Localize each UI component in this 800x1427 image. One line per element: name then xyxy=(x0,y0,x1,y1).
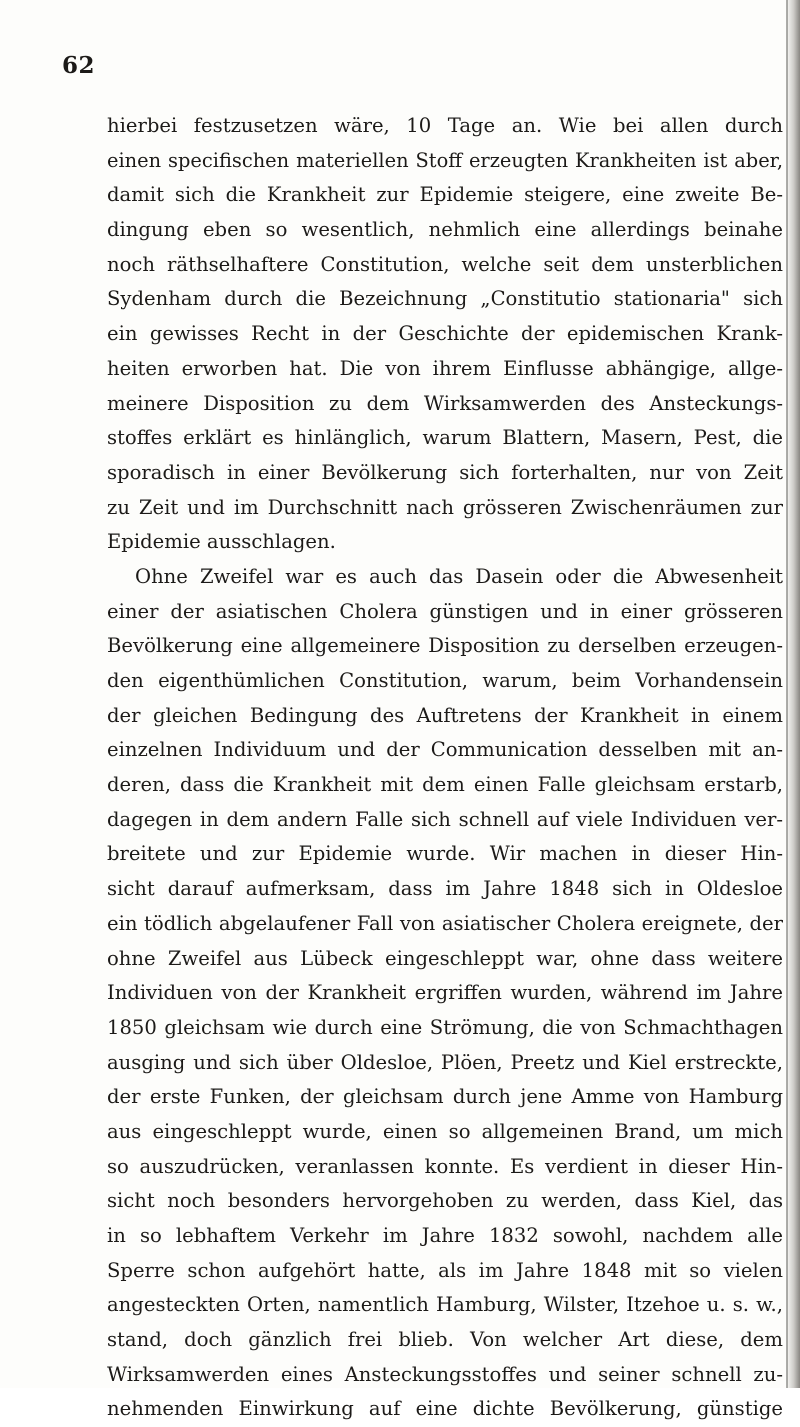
text-line: einzelnen Individuum und der Communication desselben mit an- xyxy=(107,738,783,762)
text-line: noch räthselhaftere Constitution, welche seit dem unsterblichen xyxy=(107,252,783,276)
text-line: aus eingeschleppt wurde, einen so allgemeinen Brand, um mich xyxy=(107,1119,783,1143)
text-line: zu Zeit und im Durchschnitt nach grösseren Zwischenräumen zur xyxy=(107,495,783,519)
text-line: ein gewisses Recht in der Geschichte der epidemischen Krank- xyxy=(107,322,783,346)
text-line: Individuen von der Krankheit ergriffen wurden, während im Jahre xyxy=(107,981,783,1005)
text-line: Sperre schon aufgehört hatte, als im Jahre 1848 mit so vielen xyxy=(107,1258,783,1282)
text-line: einer der asiatischen Cholera günstigen und in einer grösseren xyxy=(107,599,783,623)
text-line: in so lebhaftem Verkehr im Jahre 1832 sowohl, nachdem alle xyxy=(107,1224,783,1247)
text-line: dagegen in dem andern Falle sich schnell auf viele Individuen ver- xyxy=(107,807,783,831)
text-line: einen specifischen materiellen Stoff erzeugten Krankheiten ist aber, xyxy=(107,148,783,172)
page-edge-shadow xyxy=(786,0,800,1388)
text-line: heiten erworben hat. Die von ihrem Einflusse abhängige, allge- xyxy=(107,356,783,380)
text-line: den eigenthümlichen Constitution, warum, beim Vorhandensein xyxy=(107,669,783,692)
text-line: Wirksamwerden eines Ansteckungsstoffes und seiner schnell zu- xyxy=(107,1362,783,1386)
text-line: Sydenham durch die Bezeichnung „Constitutio stationaria" sich xyxy=(107,287,783,311)
text-line: Epidemie ausschlagen. xyxy=(107,530,336,554)
text-line: der gleichen Bedingung des Auftretens der Krankheit in einem xyxy=(107,703,783,727)
text-line: sicht noch besonders hervorgehoben zu werden, dass Kiel, das xyxy=(107,1189,783,1213)
text-line: nehmenden Einwirkung auf eine dichte Bevölkerung, günstige xyxy=(107,1397,783,1421)
text-line: sicht darauf aufmerksam, dass im Jahre 1848 sich in Oldesloe xyxy=(107,877,783,901)
text-line: stand, doch gänzlich frei blieb. Von welcher Art diese, dem xyxy=(107,1328,783,1352)
text-line: ein tödlich abgelaufener Fall von asiatischer Cholera ereignete, der xyxy=(107,911,783,935)
body-text xyxy=(107,109,783,1427)
text-line: angesteckten Orten, namentlich Hamburg, Wilster, Itzehoe u. s. w., xyxy=(107,1293,783,1317)
text-line: ausging und sich über Oldesloe, Plöen, Preetz und Kiel erstreckte, xyxy=(107,1050,783,1074)
text-line: meinere Disposition zu dem Wirksamwerden des Ansteckungs- xyxy=(107,391,783,415)
text-line: damit sich die Krankheit zur Epidemie steigere, eine zweite Be- xyxy=(107,183,783,207)
page-number: 62 xyxy=(62,52,96,79)
text-line: dingung eben so wesentlich, nehmlich eine allerdings beinahe xyxy=(107,218,783,242)
text-line: hierbei festzusetzen wäre, 10 Tage an. Wie bei allen durch xyxy=(107,114,783,137)
text-line: sporadisch in einer Bevölkerung sich forterhalten, nur von Zeit xyxy=(107,460,783,484)
text-line: so auszudrücken, veranlassen konnte. Es verdient in dieser Hin- xyxy=(107,1154,783,1178)
text-line: stoffes erklärt es hinlänglich, warum Blattern, Masern, Pest, die xyxy=(107,426,783,450)
text-line: ohne Zweifel aus Lübeck eingeschleppt war, ohne dass weitere xyxy=(107,946,783,970)
text-line: Ohne Zweifel war es auch das Dasein oder die Abwesenheit xyxy=(135,564,783,588)
text-line: 1850 gleichsam wie durch eine Strömung, die von Schmachthagen xyxy=(107,1015,783,1039)
text-line: Bevölkerung eine allgemeinere Disposition zu derselben erzeugen- xyxy=(107,634,783,658)
text-line: breitete und zur Epidemie wurde. Wir machen in dieser Hin- xyxy=(107,842,783,866)
text-line: der erste Funken, der gleichsam durch jene Amme von Hamburg xyxy=(107,1085,783,1109)
text-line: deren, dass die Krankheit mit dem einen Falle gleichsam erstarb, xyxy=(107,773,783,797)
page-edge-line xyxy=(786,0,788,1388)
